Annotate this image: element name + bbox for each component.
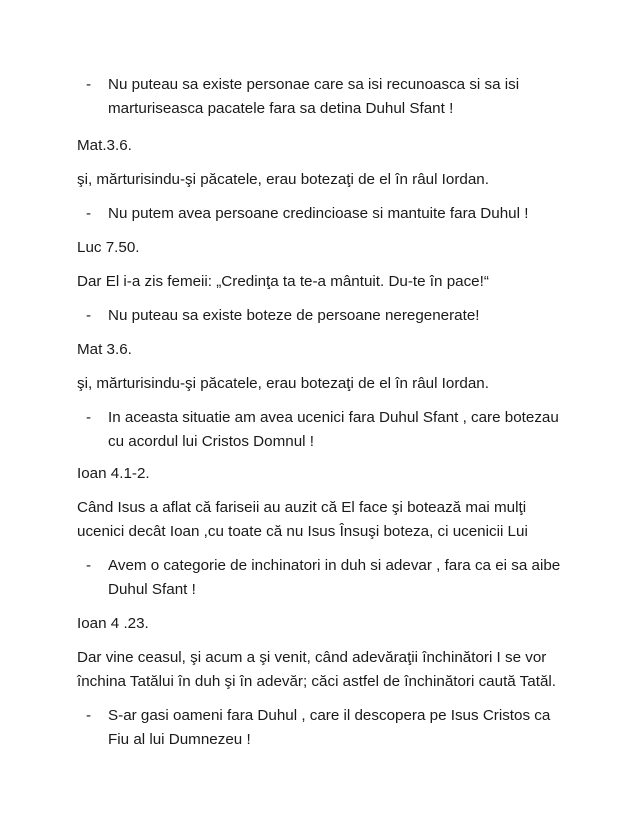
bullet-dash: - (86, 409, 92, 426)
scripture-quote: Dar El i-a zis femeii: „Credinţa ta te-a mântuit. Du-te în pace!“ (77, 273, 489, 290)
scripture-reference: Luc 7.50. (77, 239, 140, 256)
bullet-item (86, 704, 566, 752)
bullet-dash: - (86, 205, 92, 222)
bullet-item (86, 202, 566, 226)
bullet-text: Nu puteau sa existe boteze de persoane neregenerate! (108, 307, 480, 324)
bullet-dash: - (86, 307, 92, 324)
scripture-reference: Mat.3.6. (77, 137, 132, 154)
bullet-text: In aceasta situatie am avea ucenici fara Duhul Sfant , care botezau cu acordul lui Cristos Domnul ! (108, 409, 559, 450)
bullet-item (86, 73, 566, 121)
scripture-quote: Dar vine ceasul, şi acum a şi venit, când adevăraţii închinători I se vor închina Tatălui în duh şi în adevăr; căci astfel de închinători caută Tatăl. (77, 649, 556, 690)
bullet-text: Avem o categorie de inchinatori in duh si adevar , fara ca ei sa aibe Duhul Sfant ! (108, 557, 561, 598)
bullet-text: S-ar gasi oameni fara Duhul , care il descopera pe Isus Cristos ca Fiu al lui Dumnezeu ! (108, 707, 551, 748)
scripture-reference: Ioan 4 .23. (77, 615, 149, 632)
bullet-dash: - (86, 76, 92, 93)
bullet-item (86, 304, 566, 328)
scripture-reference: Ioan 4.1-2. (77, 465, 150, 482)
bullet-dash: - (86, 707, 92, 724)
bullet-item (86, 406, 566, 454)
bullet-item (86, 554, 566, 602)
bullet-dash: - (86, 557, 92, 574)
bullet-text: Nu puteau sa existe personae care sa isi recunoasca si sa isi marturiseasca pacatele fara sa detina Duhul Sfant ! (108, 76, 520, 117)
scripture-quote: Când Isus a aflat că fariseii au auzit că El face şi botează mai mulţi ucenici decât Ioan ,cu toate că nu Isus Însuşi boteza, ci ucenicii Lui (77, 499, 528, 540)
scripture-reference: Mat 3.6. (77, 341, 132, 358)
bullet-text: Nu putem avea persoane credincioase si mantuite fara Duhul ! (108, 205, 529, 222)
scripture-quote: şi, mărturisindu-şi păcatele, erau botezaţi de el în râul Iordan. (77, 171, 489, 188)
scripture-quote: şi, mărturisindu-şi păcatele, erau botezaţi de el în râul Iordan. (77, 375, 489, 392)
